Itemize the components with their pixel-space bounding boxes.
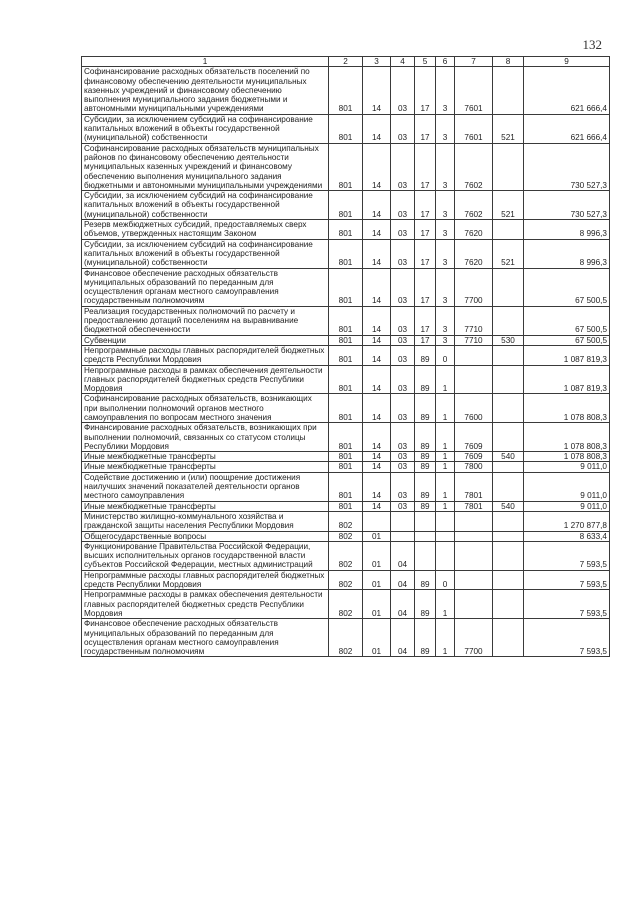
row-code-c5: 89	[415, 423, 436, 452]
row-amount: 9 011,0	[524, 472, 610, 501]
row-code-c8	[493, 67, 524, 114]
row-description: Иные межбюджетные трансферты	[82, 462, 329, 472]
row-code-c8: 521	[493, 114, 524, 143]
row-code-c3: 14	[363, 365, 391, 394]
row-code-c5: 89	[415, 590, 436, 619]
table-row	[82, 365, 610, 394]
row-code-c8	[493, 268, 524, 306]
row-description: Софинансирование расходных обязательств поселений по финансовому обеспечению деятельности муниципальных казенных учреждений и финансовому обеспечению выполнения муниципального задания бюджетными и автономными муниципальными учреждениями	[82, 67, 329, 114]
row-code-c8	[493, 541, 524, 570]
row-amount: 1 270 877,8	[524, 511, 610, 531]
row-code-c6: 3	[436, 335, 455, 345]
table-row	[82, 67, 610, 114]
row-code-c8	[493, 531, 524, 541]
row-code-c8	[493, 511, 524, 531]
row-code-c7: 7602	[455, 143, 493, 190]
row-code-c5: 17	[415, 220, 436, 240]
row-code-c4: 04	[391, 570, 415, 590]
row-code-c5	[415, 511, 436, 531]
row-code-c4: 03	[391, 239, 415, 268]
table-row	[82, 619, 610, 657]
table-row	[82, 268, 610, 306]
row-amount: 67 500,5	[524, 335, 610, 345]
row-description: Иные межбюджетные трансферты	[82, 501, 329, 511]
row-code-c8: 521	[493, 191, 524, 220]
row-code-c2: 801	[329, 191, 363, 220]
table-row	[82, 423, 610, 452]
row-code-c8	[493, 570, 524, 590]
row-description: Непрограммные расходы главных распорядителей бюджетных средств Республики Мордовия	[82, 570, 329, 590]
row-code-c7	[455, 570, 493, 590]
row-code-c7	[455, 511, 493, 531]
row-code-c8	[493, 394, 524, 423]
row-code-c7	[455, 345, 493, 365]
row-code-c7: 7600	[455, 394, 493, 423]
table-row	[82, 531, 610, 541]
row-code-c2: 801	[329, 472, 363, 501]
row-code-c3: 14	[363, 143, 391, 190]
row-amount: 8 996,3	[524, 220, 610, 240]
row-description: Непрограммные расходы в рамках обеспечения деятельности главных распорядителей бюджетных средств Республики Мордовия	[82, 590, 329, 619]
table-body	[82, 67, 610, 657]
row-code-c6: 1	[436, 423, 455, 452]
row-code-c4: 03	[391, 335, 415, 345]
row-code-c8	[493, 462, 524, 472]
row-code-c3	[363, 511, 391, 531]
row-code-c6: 3	[436, 143, 455, 190]
row-code-c2: 801	[329, 335, 363, 345]
row-code-c6: 3	[436, 114, 455, 143]
row-code-c8	[493, 365, 524, 394]
row-code-c6: 3	[436, 191, 455, 220]
row-code-c7: 7700	[455, 268, 493, 306]
page-number: 132	[582, 37, 602, 52]
row-description: Финансовое обеспечение расходных обязательств муниципальных образований по переданным для осуществления органам местного самоуправления государственным полномочиям	[82, 619, 329, 657]
row-code-c4: 03	[391, 114, 415, 143]
row-code-c6: 3	[436, 268, 455, 306]
row-code-c5: 17	[415, 114, 436, 143]
row-description: Непрограммные расходы в рамках обеспечения деятельности главных распорядителей бюджетных средств Республики Мордовия	[82, 365, 329, 394]
row-code-c3: 14	[363, 306, 391, 335]
table-row	[82, 452, 610, 462]
row-code-c3: 14	[363, 335, 391, 345]
row-code-c8	[493, 345, 524, 365]
row-code-c7: 7801	[455, 501, 493, 511]
table-row	[82, 335, 610, 345]
row-code-c8	[493, 306, 524, 335]
row-code-c8	[493, 220, 524, 240]
row-code-c3: 14	[363, 114, 391, 143]
row-code-c4: 03	[391, 501, 415, 511]
row-code-c7	[455, 590, 493, 619]
row-code-c5: 89	[415, 365, 436, 394]
row-code-c6: 3	[436, 67, 455, 114]
row-code-c4: 04	[391, 619, 415, 657]
row-amount: 730 527,3	[524, 191, 610, 220]
row-code-c5: 17	[415, 67, 436, 114]
column-header: 6	[436, 57, 455, 67]
row-amount: 621 666,4	[524, 67, 610, 114]
row-code-c2: 801	[329, 220, 363, 240]
row-code-c5: 89	[415, 619, 436, 657]
row-code-c4: 03	[391, 191, 415, 220]
row-description: Функционирование Правительства Российской Федерации, высших исполнительных органов государственной власти субъектов Российской Федерации, местных администраций	[82, 541, 329, 570]
row-code-c2: 801	[329, 239, 363, 268]
row-amount: 67 500,5	[524, 306, 610, 335]
row-code-c6: 1	[436, 619, 455, 657]
row-code-c8	[493, 619, 524, 657]
row-code-c2: 801	[329, 423, 363, 452]
row-code-c4: 03	[391, 472, 415, 501]
row-amount: 1 078 808,3	[524, 452, 610, 462]
row-code-c6: 1	[436, 365, 455, 394]
row-code-c8	[493, 472, 524, 501]
row-code-c6: 1	[436, 462, 455, 472]
column-header: 1	[82, 57, 329, 67]
row-amount: 9 011,0	[524, 501, 610, 511]
row-code-c7	[455, 365, 493, 394]
row-code-c5: 89	[415, 462, 436, 472]
row-code-c6: 1	[436, 472, 455, 501]
row-code-c2: 802	[329, 511, 363, 531]
row-amount: 9 011,0	[524, 462, 610, 472]
table-row	[82, 345, 610, 365]
row-code-c5	[415, 531, 436, 541]
row-amount: 621 666,4	[524, 114, 610, 143]
row-code-c4: 03	[391, 365, 415, 394]
row-code-c4: 03	[391, 220, 415, 240]
row-code-c3: 14	[363, 472, 391, 501]
row-code-c3: 14	[363, 501, 391, 511]
row-code-c4: 03	[391, 345, 415, 365]
table-row	[82, 462, 610, 472]
row-code-c6: 1	[436, 590, 455, 619]
row-code-c8: 530	[493, 335, 524, 345]
table-row	[82, 570, 610, 590]
row-code-c8	[493, 590, 524, 619]
row-code-c3: 01	[363, 570, 391, 590]
row-code-c7: 7601	[455, 67, 493, 114]
row-code-c2: 801	[329, 114, 363, 143]
column-header: 2	[329, 57, 363, 67]
row-code-c2: 801	[329, 501, 363, 511]
row-code-c7: 7601	[455, 114, 493, 143]
row-code-c7: 7609	[455, 423, 493, 452]
row-code-c7: 7710	[455, 335, 493, 345]
row-description: Софинансирование расходных обязательств муниципальных районов по финансовому обеспечению деятельности муниципальных казенных учреждений и финансовому обеспечению выполнения муниципального задания бюджетными и автономными муниципальными учреждениями	[82, 143, 329, 190]
row-amount: 1 078 808,3	[524, 423, 610, 452]
row-code-c5: 17	[415, 335, 436, 345]
row-code-c5: 17	[415, 143, 436, 190]
row-description: Резерв межбюджетных субсидий, предоставляемых сверх объемов, утвержденных настоящим Законом	[82, 220, 329, 240]
row-code-c2: 801	[329, 452, 363, 462]
row-code-c8: 540	[493, 501, 524, 511]
row-description: Иные межбюджетные трансферты	[82, 452, 329, 462]
row-description: Софинансирование расходных обязательств, возникающих при выполнении полномочий органов местного самоуправления по вопросам местного значения	[82, 394, 329, 423]
table-row	[82, 541, 610, 570]
row-code-c7: 7801	[455, 472, 493, 501]
row-amount: 7 593,5	[524, 590, 610, 619]
row-code-c2: 801	[329, 365, 363, 394]
row-code-c5: 89	[415, 570, 436, 590]
row-code-c2: 801	[329, 306, 363, 335]
row-code-c4: 03	[391, 423, 415, 452]
row-code-c2: 801	[329, 268, 363, 306]
table-row	[82, 143, 610, 190]
row-code-c2: 802	[329, 619, 363, 657]
row-amount: 67 500,5	[524, 268, 610, 306]
row-code-c5: 89	[415, 472, 436, 501]
row-code-c2: 802	[329, 590, 363, 619]
row-code-c4: 03	[391, 394, 415, 423]
row-code-c2: 802	[329, 541, 363, 570]
row-code-c7: 7620	[455, 239, 493, 268]
row-code-c6: 1	[436, 394, 455, 423]
row-code-c2: 801	[329, 67, 363, 114]
row-description: Финансовое обеспечение расходных обязательств муниципальных образований по переданным для осуществления органам местного самоуправления государственным полномочиям	[82, 268, 329, 306]
row-code-c3: 14	[363, 268, 391, 306]
row-code-c5: 89	[415, 452, 436, 462]
row-code-c5: 17	[415, 306, 436, 335]
row-code-c4	[391, 511, 415, 531]
row-amount: 1 087 819,3	[524, 345, 610, 365]
row-code-c7: 7700	[455, 619, 493, 657]
row-code-c6: 0	[436, 570, 455, 590]
row-code-c5	[415, 541, 436, 570]
row-code-c6: 3	[436, 239, 455, 268]
row-code-c3: 14	[363, 423, 391, 452]
row-description: Субвенции	[82, 335, 329, 345]
row-code-c6: 3	[436, 220, 455, 240]
row-code-c7: 7800	[455, 462, 493, 472]
table-row	[82, 306, 610, 335]
row-code-c8	[493, 143, 524, 190]
row-code-c2: 801	[329, 143, 363, 190]
row-code-c5: 17	[415, 268, 436, 306]
row-amount: 1 087 819,3	[524, 365, 610, 394]
row-code-c3: 14	[363, 345, 391, 365]
row-code-c3: 14	[363, 239, 391, 268]
row-code-c2: 802	[329, 570, 363, 590]
row-code-c6	[436, 541, 455, 570]
row-description: Субсидии, за исключением субсидий на софинансирование капитальных вложений в объекты государственной (муниципальной) собственности	[82, 191, 329, 220]
row-code-c4: 03	[391, 462, 415, 472]
row-code-c5: 17	[415, 191, 436, 220]
row-code-c6: 0	[436, 345, 455, 365]
row-code-c6: 3	[436, 306, 455, 335]
row-description: Непрограммные расходы главных распорядителей бюджетных средств Республики Мордовия	[82, 345, 329, 365]
row-amount: 8 633,4	[524, 531, 610, 541]
column-header: 5	[415, 57, 436, 67]
row-code-c8	[493, 423, 524, 452]
row-amount: 1 078 808,3	[524, 394, 610, 423]
row-code-c3: 01	[363, 531, 391, 541]
table-header-row	[82, 57, 610, 67]
row-code-c4: 03	[391, 452, 415, 462]
row-description: Реализация государственных полномочий по расчету и предоставлению дотаций поселениям на выравнивание бюджетной обеспеченности	[82, 306, 329, 335]
column-header: 8	[493, 57, 524, 67]
row-code-c6: 1	[436, 452, 455, 462]
row-code-c3: 01	[363, 541, 391, 570]
row-code-c3: 14	[363, 452, 391, 462]
row-code-c7	[455, 541, 493, 570]
row-description: Содействие достижению и (или) поощрение достижения наилучших значений показателей деятельности органов местного самоуправления	[82, 472, 329, 501]
row-code-c4: 03	[391, 67, 415, 114]
table-row	[82, 394, 610, 423]
column-header: 7	[455, 57, 493, 67]
row-code-c2: 801	[329, 345, 363, 365]
row-amount: 7 593,5	[524, 619, 610, 657]
row-code-c2: 802	[329, 531, 363, 541]
row-code-c3: 14	[363, 67, 391, 114]
row-code-c8: 540	[493, 452, 524, 462]
table-row	[82, 220, 610, 240]
row-code-c5: 17	[415, 239, 436, 268]
table-row	[82, 472, 610, 501]
row-code-c6: 1	[436, 501, 455, 511]
table-row	[82, 590, 610, 619]
row-code-c4	[391, 531, 415, 541]
table-row	[82, 114, 610, 143]
row-code-c3: 14	[363, 394, 391, 423]
column-header: 4	[391, 57, 415, 67]
row-code-c4: 04	[391, 590, 415, 619]
row-description: Общегосударственные вопросы	[82, 531, 329, 541]
row-code-c3: 01	[363, 590, 391, 619]
column-header: 9	[524, 57, 610, 67]
row-code-c7	[455, 531, 493, 541]
row-code-c2: 801	[329, 462, 363, 472]
row-amount: 730 527,3	[524, 143, 610, 190]
row-code-c4: 03	[391, 268, 415, 306]
row-code-c4: 03	[391, 306, 415, 335]
row-amount: 7 593,5	[524, 541, 610, 570]
budget-table	[81, 56, 610, 657]
row-code-c7: 7710	[455, 306, 493, 335]
row-code-c8: 521	[493, 239, 524, 268]
row-code-c4: 03	[391, 143, 415, 190]
column-header: 3	[363, 57, 391, 67]
row-description: Финансирование расходных обязательств, возникающих при выполнении полномочий, связанных со статусом столицы Республики Мордовия	[82, 423, 329, 452]
row-code-c6	[436, 531, 455, 541]
row-code-c3: 14	[363, 462, 391, 472]
table-row	[82, 501, 610, 511]
row-code-c7: 7609	[455, 452, 493, 462]
row-code-c3: 14	[363, 191, 391, 220]
row-code-c7: 7602	[455, 191, 493, 220]
row-description: Субсидии, за исключением субсидий на софинансирование капитальных вложений в объекты государственной (муниципальной) собственности	[82, 114, 329, 143]
row-amount: 8 996,3	[524, 239, 610, 268]
row-code-c5: 89	[415, 345, 436, 365]
row-code-c2: 801	[329, 394, 363, 423]
row-code-c4: 04	[391, 541, 415, 570]
table-row	[82, 191, 610, 220]
row-amount: 7 593,5	[524, 570, 610, 590]
row-description: Министерство жилищно-коммунального хозяйства и гражданской защиты населения Республики Мордовия	[82, 511, 329, 531]
row-code-c3: 01	[363, 619, 391, 657]
table-row	[82, 239, 610, 268]
row-code-c5: 89	[415, 501, 436, 511]
row-code-c5: 89	[415, 394, 436, 423]
table-row	[82, 511, 610, 531]
row-code-c7: 7620	[455, 220, 493, 240]
row-code-c3: 14	[363, 220, 391, 240]
row-code-c6	[436, 511, 455, 531]
row-description: Субсидии, за исключением субсидий на софинансирование капитальных вложений в объекты государственной (муниципальной) собственности	[82, 239, 329, 268]
